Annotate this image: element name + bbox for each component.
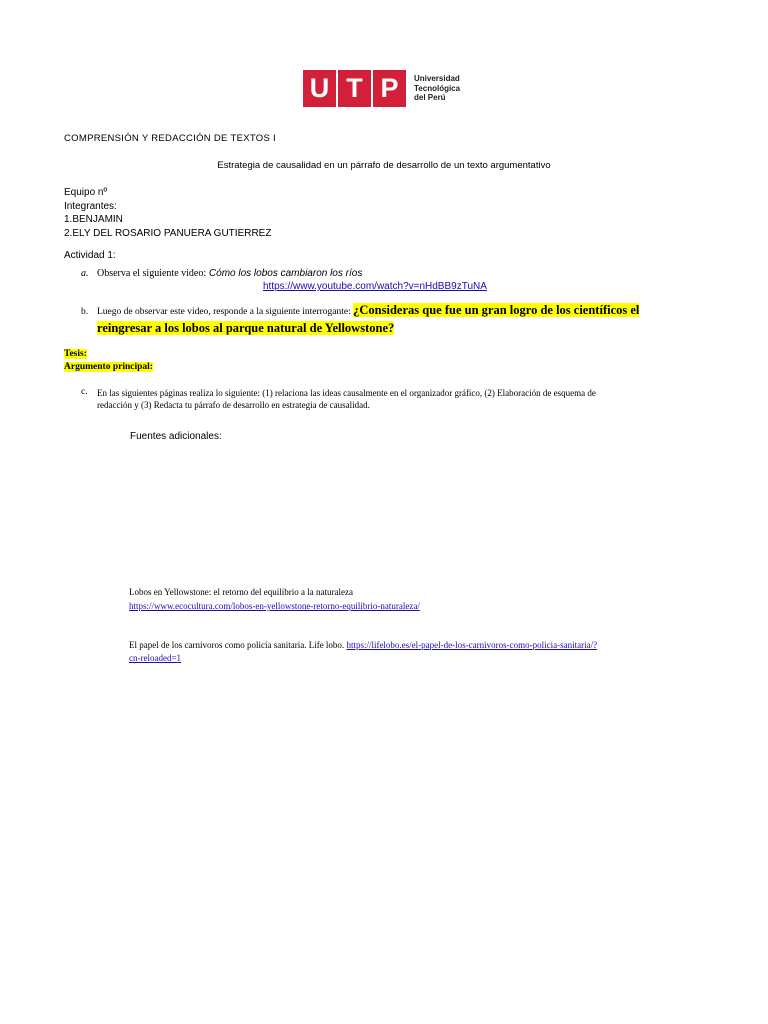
course-title: COMPRENSIÓN Y REDACCIÓN DE TEXTOS I xyxy=(64,133,276,144)
video-title: Cómo los lobos cambiaron los ríos xyxy=(208,268,363,279)
tesis-block xyxy=(64,348,153,374)
item-b-marker: b. xyxy=(81,307,89,317)
logo-letter-p: P xyxy=(373,70,406,107)
item-b-intro: Luego de observar este video, responde a la siguiente interrogante: xyxy=(97,307,351,317)
logo-wordmark xyxy=(414,74,460,103)
member-1: 1.BENJAMIN xyxy=(64,214,123,225)
item-c-line-1: En las siguientes páginas realiza lo siguiente: (1) relaciona las ideas causalmente en el organizador gráfico, (2) Elaboración de esquema de xyxy=(97,388,596,398)
utp-logo xyxy=(303,70,460,107)
source-1-title: Lobos en Yellowstone: el retorno del equilibrio a la naturaleza xyxy=(129,587,353,597)
member-2: 2.ELY DEL ROSARIO PANUERA GUTIERREZ xyxy=(64,227,272,239)
page-subtitle: Estrategia de causalidad en un párrafo de desarrollo de un texto argumentativo xyxy=(217,160,551,171)
tesis-label: Tesis: xyxy=(64,349,87,359)
item-a-text xyxy=(97,268,362,279)
source-2-link[interactable]: https://lifelobo.es/el-papel-de-los-carnivoros-como-policia-sanitaria/? xyxy=(346,640,598,650)
question-line-2: reingresar a los lobos al parque natural de Yellowstone? xyxy=(97,321,395,335)
item-c-line-2: redacción y (3) Redacta tu párrafo de desarrollo en estrategia de causalidad. xyxy=(97,400,370,410)
item-c-marker: c. xyxy=(81,387,88,397)
sources-heading: Fuentes adicionales: xyxy=(130,431,222,442)
team-block xyxy=(64,186,271,240)
source-1-link[interactable]: https://www.ecocultura.com/lobos-en-yellowstone-retorno-equilibrio-naturaleza/ xyxy=(129,601,420,611)
youtube-link[interactable]: https://www.youtube.com/watch?v=nHdBB9zTuNA xyxy=(263,281,487,292)
integrantes-label: Integrantes: xyxy=(64,200,117,212)
item-b-line1 xyxy=(97,303,639,318)
argumento-label: Argumento principal: xyxy=(64,362,153,372)
logo-line-1: Universidad xyxy=(414,74,460,84)
source-2 xyxy=(129,639,597,664)
item-a-marker: a. xyxy=(81,268,89,279)
item-a-intro: Observa el siguiente video: xyxy=(97,268,207,279)
logo-letters xyxy=(303,70,406,107)
logo-line-2: Tecnológica xyxy=(414,83,461,93)
source-2-title: El papel de los carnívoros como policía sanitaria. Life lobo. xyxy=(129,640,345,650)
logo-line-3: del Perú xyxy=(414,93,446,103)
logo-letter-t: T xyxy=(338,70,371,107)
item-c-text xyxy=(97,387,596,411)
activity-label: Actividad 1: xyxy=(64,250,116,261)
logo-letter-u: U xyxy=(303,70,336,107)
question-line-1: ¿Consideras que fue un gran logro de los científicos el xyxy=(353,303,640,317)
equipo-label: Equipo nº xyxy=(64,187,108,198)
source-2-link-cont[interactable]: cn-reloaded=1 xyxy=(129,652,182,663)
